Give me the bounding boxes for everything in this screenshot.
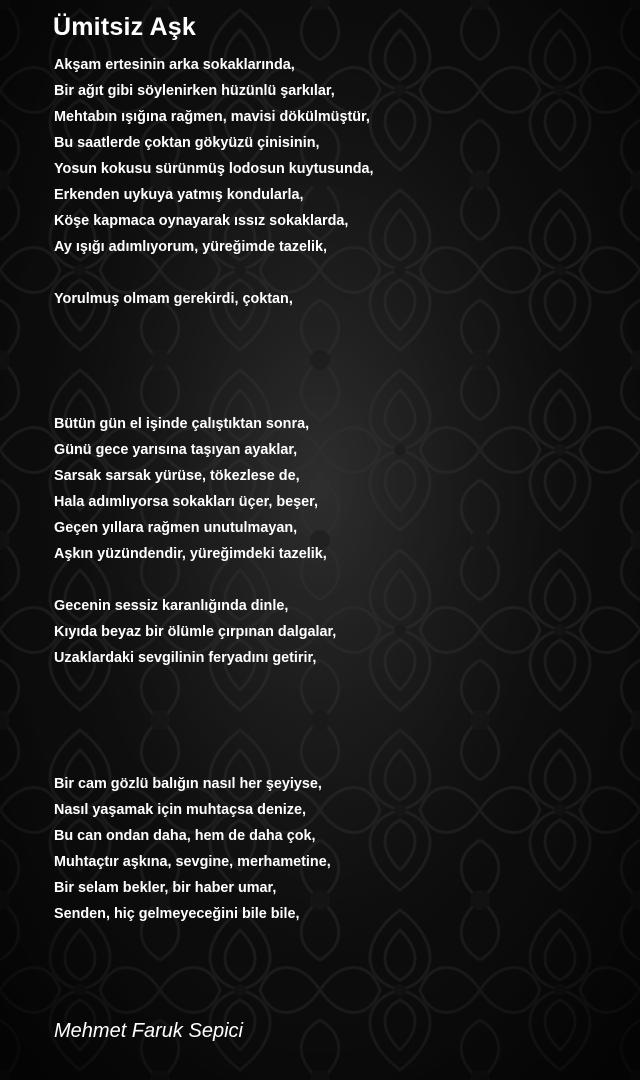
poem-line: Mehtabın ışığına rağmen, mavisi dökülmüştür,: [54, 109, 370, 125]
stanza-1: [54, 52, 374, 260]
poem-line: Bütün gün el işinde çalıştıktan sonra,: [54, 416, 310, 432]
poem-author: Mehmet Faruk Sepici: [54, 1020, 243, 1042]
poem-line: Yorulmuş olmam gerekirdi, çoktan,: [54, 291, 293, 307]
stanza-2: [54, 286, 293, 312]
poem-line: Kıyıda beyaz bir ölümle çırpınan dalgalar,: [54, 624, 337, 640]
poem-line: Bir cam gözlü balığın nasıl her şeyiyse,: [54, 776, 322, 792]
poem-line: Muhtaçtır aşkına, sevgine, merhametine,: [54, 854, 331, 870]
poem-line: Köşe kapmaca oynayarak ıssız sokaklarda,: [54, 213, 349, 229]
poem-title: Ümitsiz Aşk: [53, 13, 196, 41]
poem-line: Akşam ertesinin arka sokaklarında,: [54, 57, 295, 73]
stanza-5: [54, 771, 331, 927]
poem-line: Aşkın yüzündendir, yüreğimdeki tazelik,: [54, 546, 327, 562]
poem-line: Ay ışığı adımlıyorum, yüreğimde tazelik,: [54, 239, 327, 255]
poem-line: Bir selam bekler, bir haber umar,: [54, 880, 277, 896]
poem-line: Bu can ondan daha, hem de daha çok,: [54, 828, 316, 844]
poem-line: Sarsak sarsak yürüse, tökezlese de,: [54, 468, 300, 484]
poem-line: Nasıl yaşamak için muhtaçsa denize,: [54, 802, 306, 818]
poem-line: Günü gece yarısına taşıyan ayaklar,: [54, 442, 298, 458]
poem-line: Gecenin sessiz karanlığında dinle,: [54, 598, 289, 614]
poem-line: Erkenden uykuya yatmış kondularla,: [54, 187, 304, 203]
poem-line: Bir ağıt gibi söylenirken hüzünlü şarkılar,: [54, 83, 335, 99]
stanza-4: [54, 593, 336, 671]
poem-line: Geçen yıllara rağmen unutulmayan,: [54, 520, 298, 536]
poem-line: Uzaklardaki sevgilinin feryadını getirir,: [54, 650, 317, 666]
poem-line: Senden, hiç gelmeyeceğini bile bile,: [54, 906, 300, 922]
stanza-3: [54, 411, 327, 567]
poem-line: Yosun kokusu sürünmüş lodosun kuytusunda,: [54, 161, 374, 177]
poem-line: Hala adımlıyorsa sokakları üçer, beşer,: [54, 494, 318, 510]
poem-line: Bu saatlerde çoktan gökyüzü çinisinin,: [54, 135, 320, 151]
